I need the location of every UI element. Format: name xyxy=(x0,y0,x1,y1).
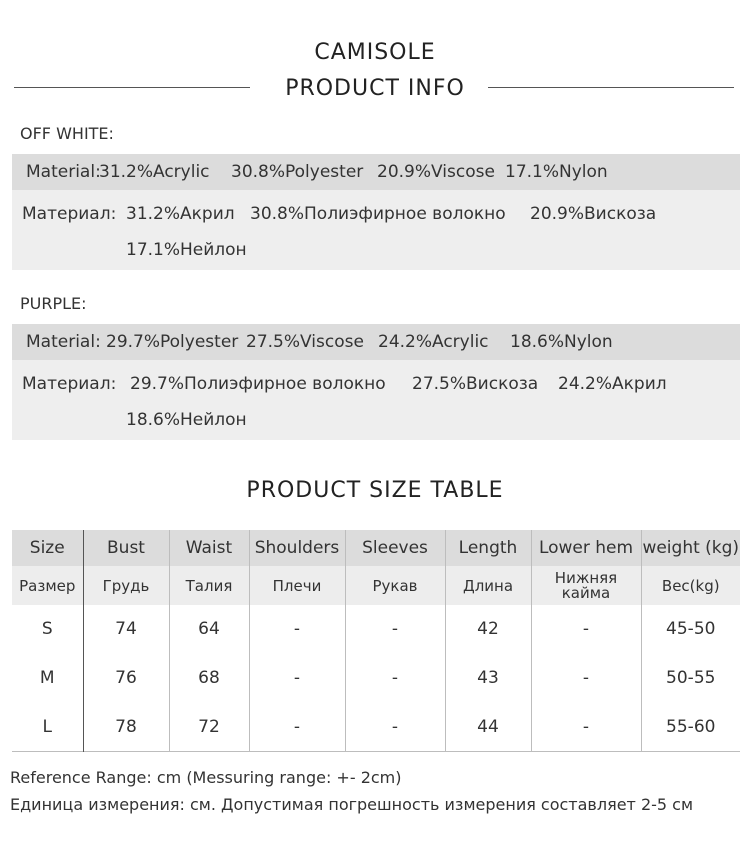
size-table xyxy=(12,530,740,752)
header-cell-sleeves: Sleeves xyxy=(345,530,445,566)
header-cell-size-ru: Размер xyxy=(12,566,83,605)
table-cell: 45-50 xyxy=(641,605,740,654)
material-en-item: 24.2%Acrylic xyxy=(378,332,489,352)
table-cell: - xyxy=(345,702,445,751)
header-cell-waist-ru: Талия xyxy=(169,566,249,605)
table-cell: 42 xyxy=(445,605,531,654)
measurement-note-ru: Единица измерения: см. Допустимая погрешность измерения составляет 2-5 см xyxy=(10,795,694,814)
table-cell: 43 xyxy=(445,654,531,703)
color-label-purple: PURPLE: xyxy=(20,294,87,313)
divider-right xyxy=(488,87,734,88)
material-panel-purple xyxy=(12,324,740,440)
material-en-item: 17.1%Nylon xyxy=(505,162,608,182)
material-ru-label: Материал: xyxy=(22,204,117,224)
table-cell: - xyxy=(531,605,641,654)
table-cell: 72 xyxy=(169,702,249,751)
material-ru-item: 20.9%Вискоза xyxy=(530,204,657,224)
table-cell: S xyxy=(41,619,53,640)
material-en-item: 29.7%Polyester xyxy=(106,332,239,352)
table-cell: - xyxy=(249,654,345,703)
page-title: CAMISOLE xyxy=(314,40,436,65)
table-cell: - xyxy=(345,605,445,654)
header-cell-shoulders: Shoulders xyxy=(249,530,345,566)
header-cell-length: Length xyxy=(445,530,531,566)
table-cell: - xyxy=(249,702,345,751)
material-ru-label: Материал: xyxy=(22,374,117,394)
material-en-item: 18.6%Nylon xyxy=(510,332,613,352)
header-cell-bust-ru: Грудь xyxy=(83,566,169,605)
header-cell-waist: Waist xyxy=(169,530,249,566)
table-cell: 50-55 xyxy=(641,654,740,703)
material-ru-item: 30.8%Полиэфирное волокно xyxy=(250,204,506,224)
table-cell: M xyxy=(39,667,55,688)
table-cell: 55-60 xyxy=(641,702,740,751)
header-cell-lower-hem: Lower hem xyxy=(531,530,641,566)
header-cell-size: Size xyxy=(12,530,83,566)
table-cell: 74 xyxy=(83,605,169,654)
table-cell: 64 xyxy=(169,605,249,654)
size-table-header-row-ru xyxy=(12,566,740,605)
table-cell: 44 xyxy=(445,702,531,751)
size-table-header-row xyxy=(12,530,740,566)
material-ru-item: 27.5%Вискоза xyxy=(412,374,539,394)
material-panel-off-white xyxy=(12,154,740,270)
size-table-title: PRODUCT SIZE TABLE xyxy=(246,478,504,503)
material-en-item: 27.5%Viscose xyxy=(246,332,364,352)
header-cell-weight-ru: Вес(kg) xyxy=(641,566,740,605)
table-cell: - xyxy=(531,702,641,751)
material-ru-item: 18.6%Нейлон xyxy=(126,410,247,430)
reference-range-note: Reference Range: cm (Messuring range: +- 2cm) xyxy=(10,768,402,787)
table-cell: L xyxy=(42,716,52,737)
table-cell: 68 xyxy=(169,654,249,703)
header-cell-bust: Bust xyxy=(83,530,169,566)
material-ru-item: 17.1%Нейлон xyxy=(126,240,247,260)
material-en-item: 20.9%Viscose xyxy=(377,162,495,182)
table-cell: - xyxy=(345,654,445,703)
header-cell-sleeves-ru: Рукав xyxy=(345,566,445,605)
table-cell: - xyxy=(249,605,345,654)
table-cell: 76 xyxy=(83,654,169,703)
header-cell-weight: weight (kg) xyxy=(641,530,740,566)
table-cell: 78 xyxy=(83,702,169,751)
table-row xyxy=(12,702,740,751)
section-title-product-info: PRODUCT INFO xyxy=(285,76,465,101)
table-row xyxy=(12,654,740,703)
material-ru-item: 29.7%Полиэфирное волокно xyxy=(130,374,386,394)
table-cell: - xyxy=(531,654,641,703)
color-label-off-white: OFF WHITE: xyxy=(20,124,114,143)
material-en-label: Material: xyxy=(26,332,101,352)
material-ru-item: 31.2%Акрил xyxy=(126,204,235,224)
table-row xyxy=(12,605,740,654)
header-cell-shoulders-ru: Плечи xyxy=(249,566,345,605)
header-cell-length-ru: Длина xyxy=(445,566,531,605)
material-ru-item: 24.2%Акрил xyxy=(558,374,667,394)
material-en-item: 30.8%Polyester xyxy=(231,162,364,182)
header-cell-lower-hem-ru: Нижняя кайма xyxy=(531,566,641,605)
material-en-item: 31.2%Acrylic xyxy=(99,162,210,182)
material-en-label: Material: xyxy=(26,162,101,182)
